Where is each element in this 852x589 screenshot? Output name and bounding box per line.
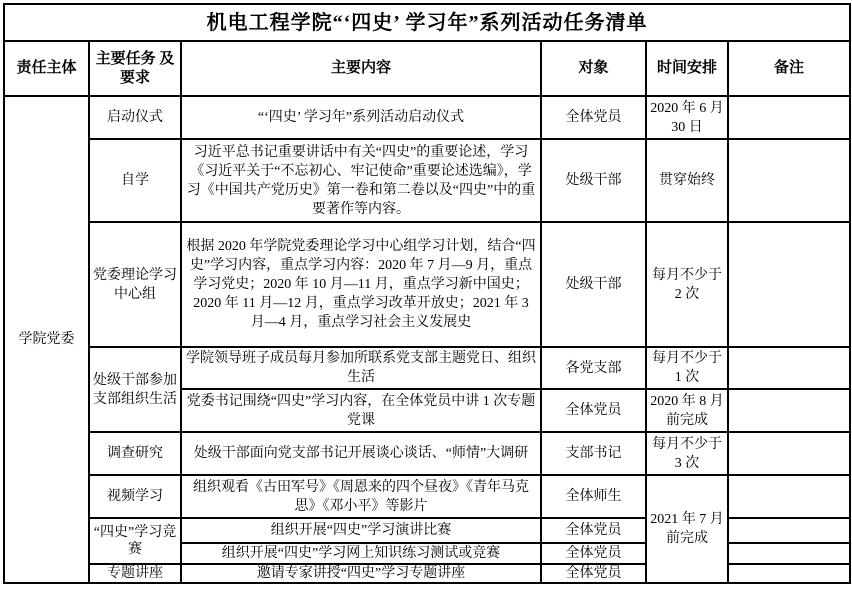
table-row — [4, 96, 850, 139]
note-cell — [728, 543, 850, 564]
page-title: 机电工程学院“‘四史’ 学习年”系列活动任务清单 — [4, 4, 850, 41]
header-row — [4, 41, 850, 96]
content-cell: 习近平总书记重要讲话中有关“四史”的重要论述，学习《习近平关于“不忘初心、牢记使命”重要论述选编》，学习《中国共产党历史》第一卷和第二卷以及“四史”中的重要著作等内容。 — [181, 139, 541, 222]
header-target: 对象 — [541, 41, 646, 96]
header-content: 主要内容 — [181, 41, 541, 96]
content-cell: “‘四史’ 学习年”系列活动启动仪式 — [181, 96, 541, 139]
target-cell: 处级干部 — [541, 139, 646, 222]
task-cell: 自学 — [89, 139, 181, 222]
task-cell: 调查研究 — [89, 432, 181, 475]
target-cell: 全体党员 — [541, 389, 646, 432]
responsible-body-cell: 学院党委 — [4, 96, 89, 583]
schedule-cell: 2021 年 7 月前完成 — [646, 475, 728, 583]
table-row — [4, 222, 850, 347]
content-cell: 学院领导班子成员每月参加所联系党支部主题党日、组织生活 — [181, 347, 541, 389]
header-schedule: 时间安排 — [646, 41, 728, 96]
schedule-cell: 每月不少于 2 次 — [646, 222, 728, 347]
table-row — [4, 139, 850, 222]
content-cell: 组织开展“四史”学习网上知识练习测试或竞赛 — [181, 543, 541, 564]
target-cell: 支部书记 — [541, 432, 646, 475]
note-cell — [728, 564, 850, 583]
table-row — [4, 432, 850, 475]
schedule-cell: 2020 年 8 月前完成 — [646, 389, 728, 432]
header-note: 备注 — [728, 41, 850, 96]
task-cell: “四史”学习竞赛 — [89, 518, 181, 564]
content-cell: 组织开展“四史”学习演讲比赛 — [181, 518, 541, 543]
schedule-cell: 每月不少于 1 次 — [646, 347, 728, 389]
table-row — [4, 347, 850, 389]
content-cell: 邀请专家讲授“四史”学习专题讲座 — [181, 564, 541, 583]
note-cell — [728, 432, 850, 475]
header-responsible: 责任主体 — [4, 41, 89, 96]
target-cell: 处级干部 — [541, 222, 646, 347]
schedule-cell: 贯穿始终 — [646, 139, 728, 222]
table-row — [4, 475, 850, 518]
header-task: 主要任务 及要求 — [89, 41, 181, 96]
content-cell: 组织观看《古田军号》《周恩来的四个昼夜》《青年马克思》《邓小平》等影片 — [181, 475, 541, 518]
target-cell: 全体党员 — [541, 564, 646, 583]
target-cell: 各党支部 — [541, 347, 646, 389]
task-cell: 视频学习 — [89, 475, 181, 518]
note-cell — [728, 347, 850, 389]
note-cell — [728, 475, 850, 518]
note-cell — [728, 518, 850, 543]
content-cell: 处级干部面向党支部书记开展谈心谈话、“师情”大调研 — [181, 432, 541, 475]
task-cell: 启动仪式 — [89, 96, 181, 139]
target-cell: 全体党员 — [541, 518, 646, 543]
task-cell: 处级干部参加支部组织生活 — [89, 347, 181, 432]
note-cell — [728, 389, 850, 432]
target-cell: 全体党员 — [541, 543, 646, 564]
title-row — [4, 4, 850, 41]
schedule-cell: 2020 年 6 月 30 日 — [646, 96, 728, 139]
target-cell: 全体党员 — [541, 96, 646, 139]
content-cell: 党委书记围绕“四史”学习内容，在全体党员中讲 1 次专题党课 — [181, 389, 541, 432]
task-cell: 专题讲座 — [89, 564, 181, 583]
target-cell: 全体师生 — [541, 475, 646, 518]
task-list-table — [3, 3, 851, 584]
task-cell: 党委理论学习中心组 — [89, 222, 181, 347]
note-cell — [728, 222, 850, 347]
content-cell: 根据 2020 年学院党委理论学习中心组学习计划，结合“四史”学习内容，重点学习内容：2020 年 7 月—9 月，重点学习党史；2020 年 10 月—11 月，重点学习新中国史；2020 年 11 月—12 月，重点学习改革开放史；2021 年 3 月—4 月，重点学习社会主义发展史 — [181, 222, 541, 347]
note-cell — [728, 96, 850, 139]
note-cell — [728, 139, 850, 222]
schedule-cell: 每月不少于 3 次 — [646, 432, 728, 475]
